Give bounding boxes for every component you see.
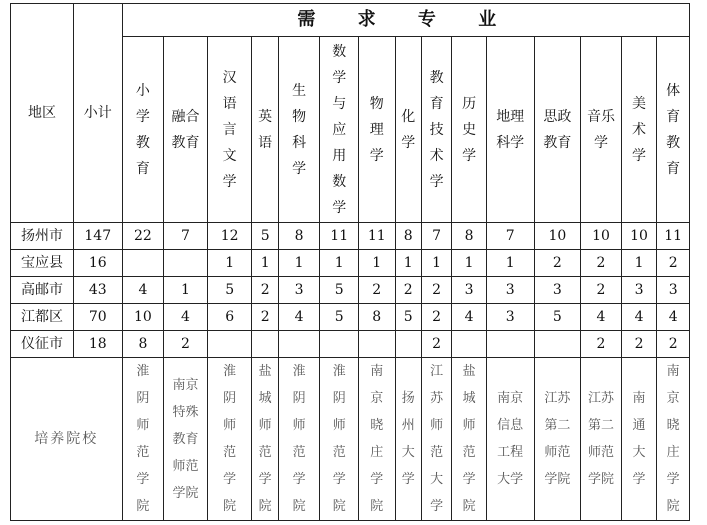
- count-cell: 3: [452, 277, 487, 304]
- count-cell: [252, 331, 278, 358]
- region-cell: 扬州市: [11, 223, 74, 250]
- count-cell: 2: [534, 250, 581, 277]
- school-cell: 盐城师范学院: [452, 358, 487, 521]
- table-row: [11, 331, 690, 358]
- subject-header: 物理学: [359, 37, 396, 223]
- count-cell: [359, 331, 396, 358]
- count-cell: 1: [452, 250, 487, 277]
- school-cell: 南京晓庄学院: [657, 358, 690, 521]
- count-cell: 7: [486, 223, 534, 250]
- count-cell: 10: [122, 304, 164, 331]
- subject-header: 美术学: [621, 37, 657, 223]
- subject-header: 化学: [395, 37, 421, 223]
- subject-header: 体育教育: [657, 37, 690, 223]
- subject-header: 数学与应用数学: [320, 37, 359, 223]
- school-cell: 淮阴师范学院: [207, 358, 252, 521]
- table-row: [11, 304, 690, 331]
- subject-header: 音乐学: [581, 37, 622, 223]
- count-cell: 2: [581, 277, 622, 304]
- count-cell: 2: [657, 331, 690, 358]
- subject-header: 教育技术学: [421, 37, 451, 223]
- count-cell: 11: [320, 223, 359, 250]
- count-cell: 8: [395, 223, 421, 250]
- table-row: [11, 250, 690, 277]
- school-cell: 盐城师范学院: [252, 358, 278, 521]
- region-cell: 仪征市: [11, 331, 74, 358]
- count-cell: 1: [421, 250, 451, 277]
- count-cell: 2: [395, 277, 421, 304]
- count-cell: 3: [534, 277, 581, 304]
- count-cell: 10: [534, 223, 581, 250]
- count-cell: 1: [395, 250, 421, 277]
- region-header: 地区: [11, 4, 74, 223]
- count-cell: 5: [252, 223, 278, 250]
- count-cell: [395, 331, 421, 358]
- count-cell: 6: [207, 304, 252, 331]
- school-cell: 南京信息工程大学: [486, 358, 534, 521]
- count-cell: 1: [252, 250, 278, 277]
- count-cell: 4: [581, 304, 622, 331]
- count-cell: 7: [421, 223, 451, 250]
- count-cell: 2: [252, 304, 278, 331]
- count-cell: 3: [486, 277, 534, 304]
- count-cell: [320, 331, 359, 358]
- count-cell: 1: [278, 250, 320, 277]
- subtotal-cell: 16: [73, 250, 122, 277]
- school-cell: 淮阴师范学院: [278, 358, 320, 521]
- count-cell: 22: [122, 223, 164, 250]
- count-cell: 2: [581, 331, 622, 358]
- subtotal-cell: 147: [73, 223, 122, 250]
- count-cell: 8: [278, 223, 320, 250]
- count-cell: 8: [452, 223, 487, 250]
- count-cell: [164, 250, 208, 277]
- count-cell: 1: [486, 250, 534, 277]
- count-cell: 2: [621, 331, 657, 358]
- recruitment-table-container: [10, 3, 690, 521]
- count-cell: [278, 331, 320, 358]
- count-cell: [534, 331, 581, 358]
- school-cell: 江苏第二师范学院: [581, 358, 622, 521]
- count-cell: 5: [207, 277, 252, 304]
- count-cell: 7: [164, 223, 208, 250]
- count-cell: 2: [581, 250, 622, 277]
- count-cell: 11: [359, 223, 396, 250]
- subject-header: 生物科学: [278, 37, 320, 223]
- count-cell: 11: [657, 223, 690, 250]
- subject-header: 地理科学: [486, 37, 534, 223]
- subject-header: 英语: [252, 37, 278, 223]
- count-cell: 4: [452, 304, 487, 331]
- count-cell: 1: [164, 277, 208, 304]
- count-cell: 5: [320, 304, 359, 331]
- count-cell: 3: [621, 277, 657, 304]
- school-cell: 南京特殊教育师范学院: [164, 358, 208, 521]
- count-cell: 5: [320, 277, 359, 304]
- count-cell: 4: [657, 304, 690, 331]
- subject-header: 小学教育: [122, 37, 164, 223]
- count-cell: 8: [359, 304, 396, 331]
- count-cell: 2: [421, 277, 451, 304]
- recruitment-table: [10, 3, 690, 521]
- table-row: [11, 277, 690, 304]
- count-cell: 2: [164, 331, 208, 358]
- subject-header: 思政教育: [534, 37, 581, 223]
- school-cell: 淮阴师范学院: [320, 358, 359, 521]
- count-cell: [486, 331, 534, 358]
- count-cell: 5: [395, 304, 421, 331]
- count-cell: 1: [320, 250, 359, 277]
- count-cell: 3: [486, 304, 534, 331]
- count-cell: [122, 250, 164, 277]
- count-cell: 12: [207, 223, 252, 250]
- count-cell: [207, 331, 252, 358]
- school-cell: 扬州大学: [395, 358, 421, 521]
- school-row: [11, 358, 690, 521]
- count-cell: 1: [359, 250, 396, 277]
- count-cell: 1: [621, 250, 657, 277]
- count-cell: 10: [581, 223, 622, 250]
- school-header: 培养院校: [11, 358, 123, 521]
- count-cell: [452, 331, 487, 358]
- count-cell: 4: [164, 304, 208, 331]
- subtotal-cell: 70: [73, 304, 122, 331]
- count-cell: 2: [359, 277, 396, 304]
- count-cell: 2: [252, 277, 278, 304]
- school-cell: 淮阴师范学院: [122, 358, 164, 521]
- school-cell: 江苏第二师范学院: [534, 358, 581, 521]
- count-cell: 2: [657, 250, 690, 277]
- count-cell: 4: [122, 277, 164, 304]
- school-cell: 南京晓庄学院: [359, 358, 396, 521]
- count-cell: 3: [278, 277, 320, 304]
- school-cell: 南通大学: [621, 358, 657, 521]
- count-cell: 4: [278, 304, 320, 331]
- region-cell: 宝应县: [11, 250, 74, 277]
- region-cell: 江都区: [11, 304, 74, 331]
- region-cell: 高邮市: [11, 277, 74, 304]
- subtotal-cell: 43: [73, 277, 122, 304]
- count-cell: 8: [122, 331, 164, 358]
- count-cell: 2: [421, 331, 451, 358]
- subtotal-header: 小计: [73, 4, 122, 223]
- subject-header: 融合教育: [164, 37, 208, 223]
- school-cell: 江苏师范大学: [421, 358, 451, 521]
- subject-header: 汉语言文学: [207, 37, 252, 223]
- count-cell: 4: [621, 304, 657, 331]
- table-row: [11, 223, 690, 250]
- subtotal-cell: 18: [73, 331, 122, 358]
- count-cell: 1: [207, 250, 252, 277]
- count-cell: 10: [621, 223, 657, 250]
- count-cell: 3: [657, 277, 690, 304]
- count-cell: 5: [534, 304, 581, 331]
- demand-majors-title: 需 求 专 业: [122, 4, 689, 37]
- subject-header: 历史学: [452, 37, 487, 223]
- count-cell: 2: [421, 304, 451, 331]
